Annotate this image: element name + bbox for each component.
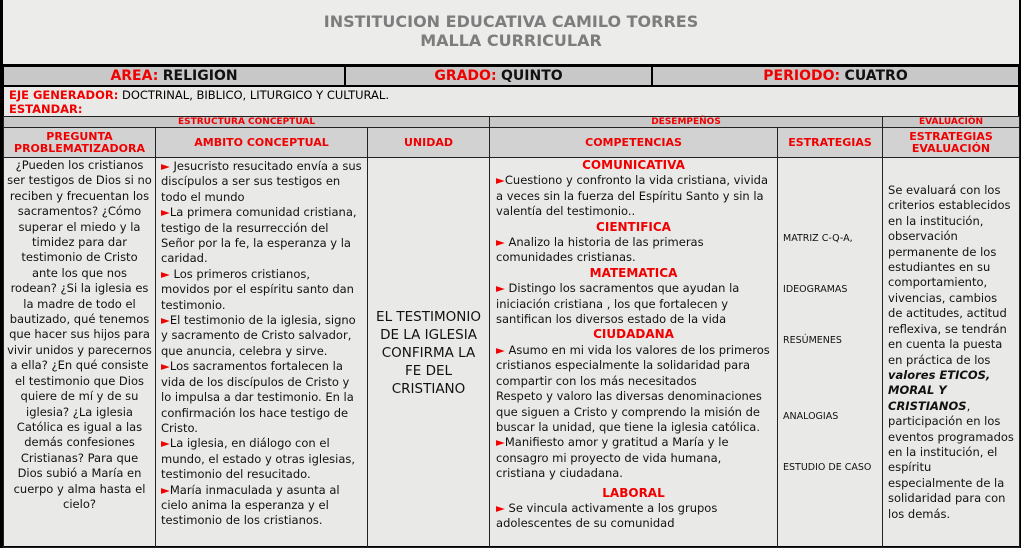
evaluacion-cell: Se evaluará con los criterios establecidos en la institución, observación permanente de los estudiantes en su comportamiento, vivencias, cambios de actitudes, actitud reflexiva, se tendrán en cuenta la puesta en práctica de los valores ETICOS, MORAL Y CRISTIANOS, participación en los eventos programados en la institución, el espíritu especialmente de la solidaridad para con los demás. (883, 158, 1020, 548)
competencia-text: Asumo en mi vida los valores de los primeros cristianos especialmente la solidaridad para compartir con los más necesitados (496, 342, 770, 388)
estrategia-item: ANALOGIAS (783, 411, 839, 422)
band-evaluacion: EVALUACIÒN (883, 117, 1020, 128)
estrategia-item: RESÚMENES (783, 335, 842, 346)
ambito-item: ►La primera comunidad cristiana, testigo de la resurrección del Señor por la fe, la esperanza y la caridad. (161, 205, 357, 266)
preguntas-cell: ¿Pueden los cristianos ser testigos de Dios si no reciben y frecuentan los sacramentos? ¿Cómo superar el miedo y la timidez para dar testimonio de Cristo ante los que nos rodean? ¿Si la iglesia es la madre de todo el bautizado, qué tenemos que hacer sus hijos para vivir unidos y parecernos a ella? ¿En qué consiste el testimonio que Dios quiere de mí y de su iglesia? ¿La iglesia Católica es igual a las demás confesiones Cristianas? Para que Dios subió a María en cuerpo y alma hasta el cielo? (4, 158, 156, 548)
bullet-triangle-icon: ► (161, 359, 170, 374)
ambito-item: ►El testimonio de la iglesia, signo y sacramento de Cristo salvador, que anuncia, celebra y sirve. (161, 313, 356, 358)
col-ambito: AMBITO CONCEPTUAL (156, 128, 368, 158)
estrategia-item: ESTUDIO DE CASO (783, 462, 872, 473)
estrategia-item: IDEOGRAMAS (783, 284, 848, 295)
bullet-triangle-icon: ► (161, 313, 170, 328)
estrategia-item: MATRIZ C-Q-A, (783, 233, 853, 244)
bullet-triangle-icon: ► (161, 205, 170, 220)
bullet-triangle-icon: ► (161, 159, 170, 173)
area-value: RELIGION (162, 68, 238, 84)
estrategias-cell (778, 158, 883, 548)
competencia-heading: COMUNICATIVA (582, 158, 685, 172)
periodo-label: PERIODO: (763, 68, 841, 84)
competencia-text: Distingo los sacramentos que ayudan la iniciación cristiana , los que fortalecen y santifican los diversos estado de la vida (496, 281, 740, 327)
curriculum-table (3, 116, 1020, 548)
competencia-heading: MATEMATICA (589, 265, 678, 280)
competencia-heading: LABORAL (602, 485, 665, 500)
bullet-triangle-icon: ► (496, 435, 505, 450)
col-evaluacion: ESTRATEGIAS EVALUACIÓN (883, 128, 1020, 158)
competencia-heading: CIENTIFICA (596, 219, 671, 234)
bullet-triangle-icon: ► (496, 173, 505, 188)
ambito-item: ► Jesucristo resucitado envía a sus discípulos a ser sus testigos en todo el mundo (161, 159, 362, 204)
bullet-triangle-icon: ► (161, 482, 170, 497)
grado-cell (345, 66, 652, 86)
ambito-item: ►Los sacramentos fortalecen la vida de los discípulos de Cristo y lo impulsa a dar testimonio. En la confirmación los hace testigo de Cristo. (161, 359, 354, 435)
col-estrategias: ESTRATEGIAS (778, 128, 883, 158)
curriculum-document (3, 0, 1019, 546)
document-subtitle: MALLA CURRICULAR (420, 31, 602, 50)
eje-value: DOCTRINAL, BIBLICO, LITURGICO Y CULTURAL. (121, 88, 389, 102)
bullet-triangle-icon: ► (496, 500, 505, 515)
valores-emphasis: valores ETICOS, MORAL Y CRISTIANOS (888, 367, 991, 413)
competencia-text: Respeto y valoro las diversas denominaciones que siguen a Cristo y comprendo la misión de buscar la unidad, que tiene la iglesia católica. (496, 389, 762, 434)
area-cell (3, 66, 345, 86)
ambito-item: ► Los primeros cristianos, movidos por el espíritu santo dan testimonio. (161, 266, 354, 312)
periodo-value: CUATRO (844, 68, 908, 84)
grado-value: QUINTO (501, 68, 563, 84)
bullet-triangle-icon: ► (496, 342, 505, 357)
bullet-triangle-icon: ► (496, 281, 505, 296)
grado-label: GRADO: (434, 68, 497, 84)
col-pregunta: PREGUNTA PROBLEMATIZADORA (4, 128, 156, 158)
periodo-cell (652, 66, 1019, 86)
bullet-triangle-icon: ► (161, 436, 170, 451)
competencia-text: Manifiesto amor y gratitud a María y le consagro mi proyecto de vida humana, cristiana y ciudadana. (496, 435, 729, 481)
eje-estandar-section (3, 86, 1019, 117)
competencia-text: Cuestiono y confronto la vida cristiana, vivida a veces sin la fuerza del Espíritu Santo y sin la valentía del testimonio.. (496, 173, 769, 219)
competencia-heading: CIUDADANA (593, 327, 674, 342)
bullet-triangle-icon: ► (496, 235, 505, 250)
institution-title: INSTITUCION EDUCATIVA CAMILO TORRES (323, 12, 699, 31)
area-label: AREA: (110, 68, 159, 84)
competencias-cell (490, 158, 778, 548)
competencia-text: Se vincula activamente a los grupos adolescentes de su comunidad (496, 500, 718, 531)
eje-label: EJE GENERADOR: (9, 88, 119, 102)
competencia-text: Analizo la historia de las primeras comunidades cristianas. (496, 235, 704, 265)
col-competencias: COMPETENCIAS (490, 128, 778, 158)
unidad-cell: EL TESTIMONIO DE LA IGLESIA CONFIRMA LA FE DEL CRISTIANO (368, 158, 490, 548)
band-estructura: ESTRUCTURA CONCEPTUAL (4, 117, 490, 128)
estandar-label: ESTANDAR: (9, 102, 83, 116)
ambito-item: ►La iglesia, en diálogo con el mundo, el estado y otras iglesias, testimonio del resucitado. (161, 436, 356, 482)
band-desempenos: DESEMPEÑOS (490, 117, 883, 128)
ambito-item: ►María inmaculada y asunta al cielo anima la esperanza y el testimonio de los cristianos. (161, 482, 340, 528)
bullet-triangle-icon: ► (161, 266, 170, 281)
document-header (3, 0, 1019, 66)
ambito-cell (156, 158, 368, 548)
col-unidad: UNIDAD (368, 128, 490, 158)
